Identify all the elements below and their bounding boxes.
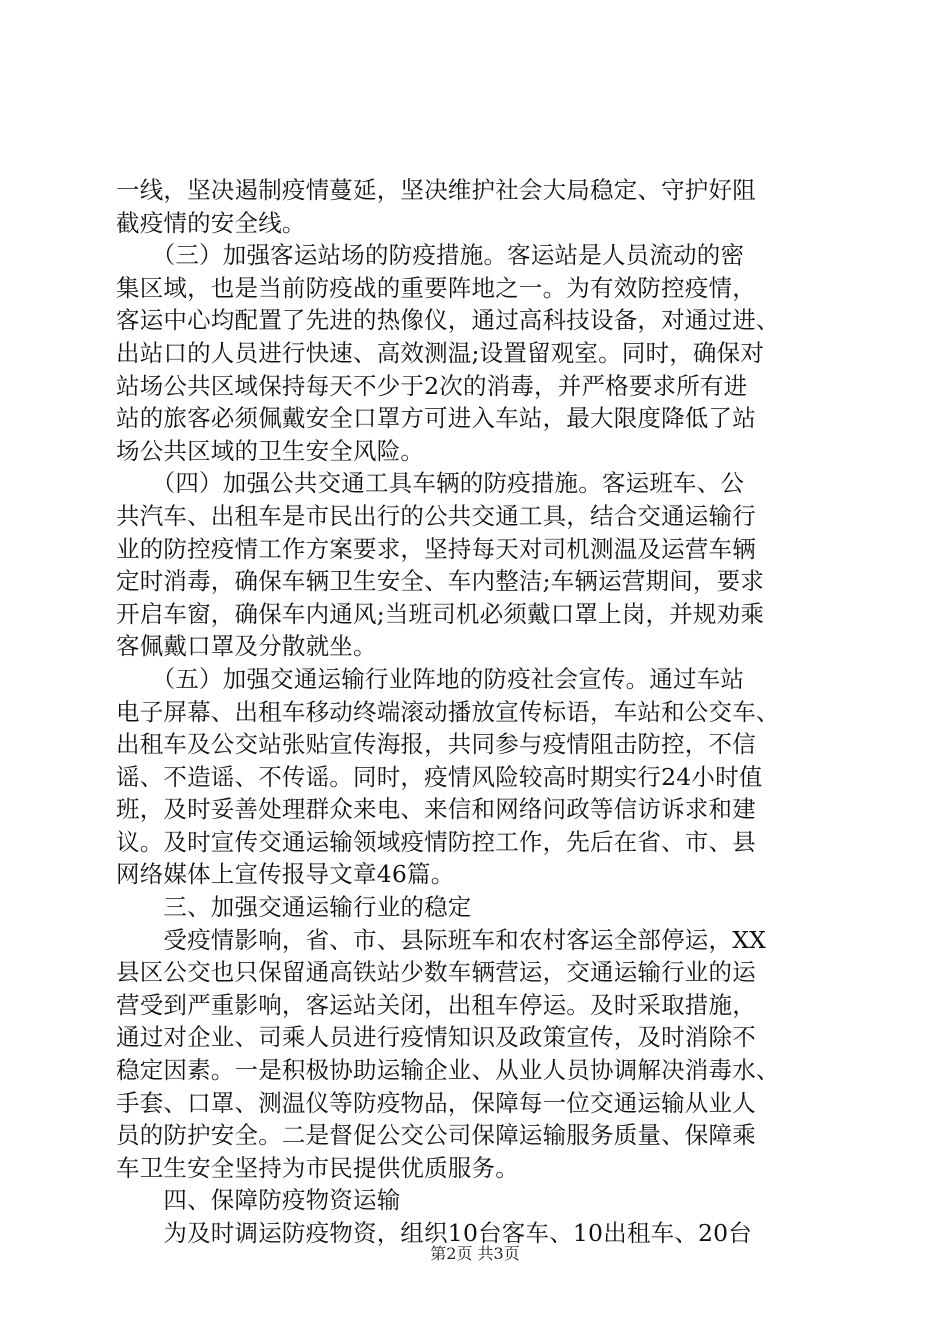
text-line: 共汽车、出租车是市民出行的公共交通工具，结合交通运输行 — [116, 501, 756, 530]
text-line: 出站口的人员进行快速、高效测温;设置留观室。同时，确保对 — [116, 338, 765, 367]
text-line: 电子屏幕、出租车移动终端滚动播放宣传标语，车站和公交车、 — [116, 697, 780, 726]
text-line: 通过对企业、司乘人员进行疫情知识及政策宣传，及时消除不 — [116, 1023, 756, 1052]
text-line: （五）加强交通运输行业阵地的防疫社会宣传。通过车站 — [116, 664, 745, 693]
text-line: 县区公交也只保留通高铁站少数车辆营运，交通运输行业的运 — [116, 958, 756, 987]
text-line: 营受到严重影响，客运站关闭，出租车停运。及时采取措施， — [116, 990, 756, 1019]
text-line: 场公共区域的卫生安全风险。 — [116, 436, 425, 465]
text-line: 手套、口罩、测温仪等防疫物品，保障每一位交通运输从业人 — [116, 1088, 756, 1117]
text-line: 一线，坚决遏制疫情蔓延，坚决维护社会大局稳定、守护好阻 — [116, 176, 756, 204]
text-line: 集区域，也是当前防疫战的重要阵地之一。为有效防控疫情， — [116, 273, 756, 302]
text-line: （四）加强公共交通工具车辆的防疫措施。客运班车、公 — [116, 469, 745, 498]
text-line: 站场公共区域保持每天不少于2次的消毒，并严格要求所有进 — [116, 371, 748, 400]
text-line: 车卫生安全坚持为市民提供优质服务。 — [116, 1153, 519, 1182]
text-line: 站的旅客必须佩戴安全口罩方可进入车站，最大限度降低了站 — [116, 404, 756, 433]
text-line: 截疫情的安全线。 — [116, 208, 306, 237]
text-line: 为及时调运防疫物资，组织10台客车、10出租车、20台 — [116, 1219, 753, 1247]
text-line: 稳定因素。一是积极协助运输企业、从业人员协调解决消毒水、 — [116, 1056, 780, 1085]
text-line: （三）加强客运站场的防疫措施。客运站是人员流动的密 — [116, 241, 745, 270]
text-line: 业的防控疫情工作方案要求，坚持每天对司机测温及运营车辆 — [116, 534, 756, 563]
text-line: 客佩戴口罩及分散就坐。 — [116, 632, 377, 661]
text-line: 客运中心均配置了先进的热像仪，通过高科技设备，对通过进、 — [116, 306, 780, 335]
text-line: 受疫情影响，省、市、县际班车和农村客运全部停运，XX — [116, 925, 767, 954]
text-line: 谣、不造谣、不传谣。同时，疫情风险较高时期实行24小时值 — [116, 762, 763, 791]
text-line: 定时消毒，确保车辆卫生安全、车内整洁;车辆运营期间，要求 — [116, 567, 765, 596]
text-line: 开启车窗，确保车内通风;当班司机必须戴口罩上岗，并规劝乘 — [116, 599, 765, 628]
text-line: 网络媒体上宣传报导文章46篇。 — [116, 860, 455, 889]
section-heading: 三、加强交通运输行业的稳定 — [116, 893, 472, 922]
text-line: 班，及时妥善处理群众来电、来信和网络问政等信访诉求和建 — [116, 795, 756, 824]
page-number-footer: 第2页 共3页 — [430, 1244, 520, 1263]
text-line: 员的防护安全。二是督促公交公司保障运输服务质量、保障乘 — [116, 1121, 756, 1150]
text-line: 出租车及公交站张贴宣传海报，共同参与疫情阻击防控，不信 — [116, 730, 756, 759]
document-body — [116, 174, 856, 1250]
text-line: 议。及时宣传交通运输领域疫情防控工作，先后在省、市、县 — [116, 827, 756, 856]
section-heading: 四、保障防疫物资运输 — [116, 1186, 401, 1215]
